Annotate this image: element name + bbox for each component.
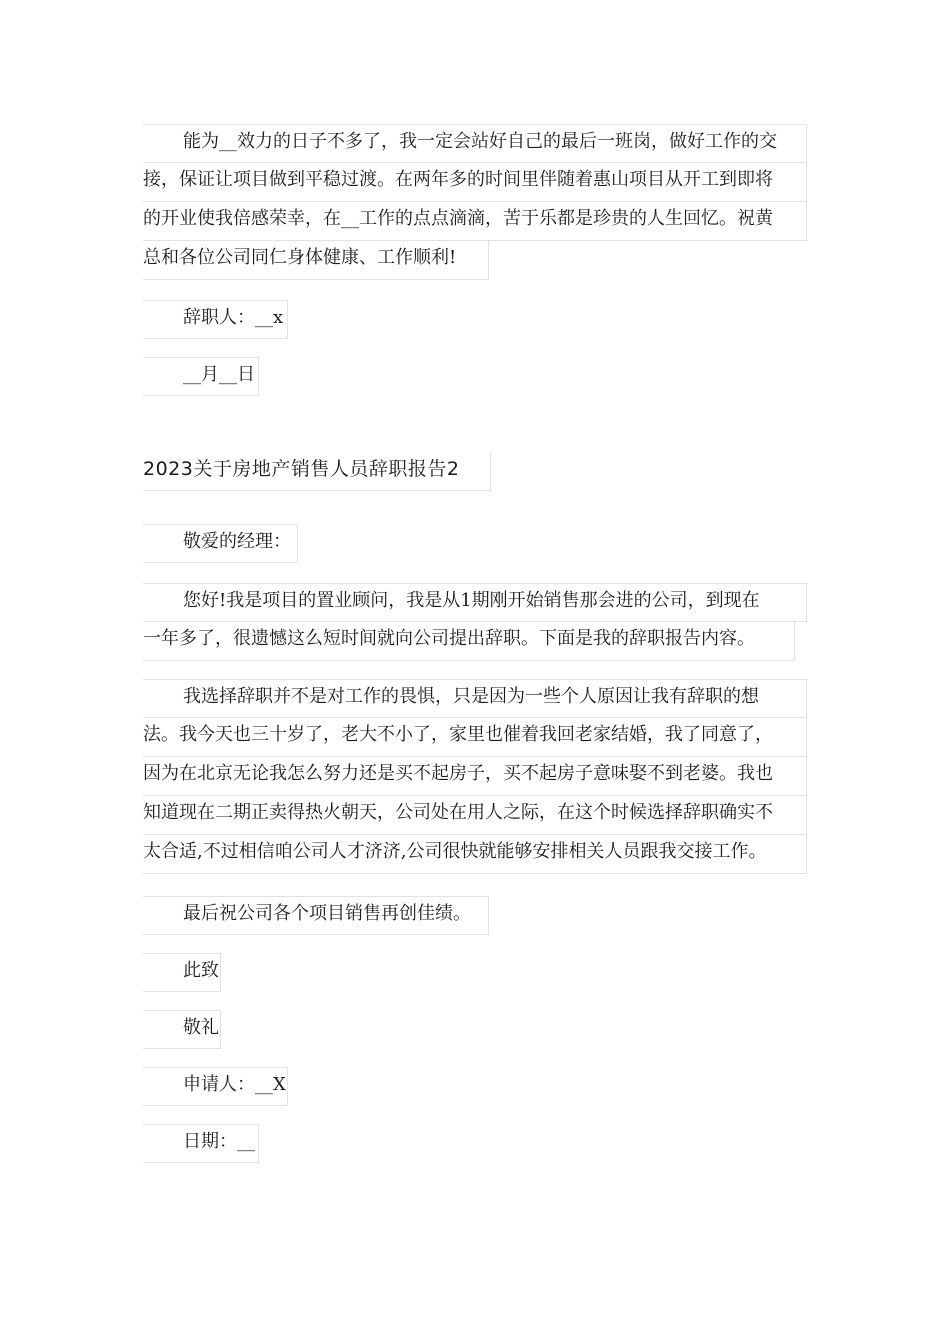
salutation-text: 敬爱的经理： — [143, 524, 298, 563]
report-title: 2023关于房地产销售人员辞职报告2 — [143, 452, 491, 491]
applicant-text: 申请人：__X — [143, 1067, 288, 1106]
date-text: __月__日 — [143, 357, 259, 396]
continuation-paragraph — [143, 124, 807, 280]
ci-zhi — [143, 953, 807, 992]
letter-paragraph-1 — [143, 583, 807, 661]
resigner-line — [143, 300, 807, 339]
paragraph-line: 知道现在二期正卖得热火朝天，公司处在用人之际，在这个时候选择辞职确实不 — [143, 796, 807, 835]
paragraph-line: 的开业使我倍感荣幸，在__工作的点点滴滴，苦于乐都是珍贵的人生回忆。祝黄 — [143, 202, 807, 241]
paragraph-line: 法。我今天也三十岁了，老大不小了，家里也催着我回老家结婚，我了同意了， — [143, 718, 807, 757]
paragraph-line: 太合适,不过相信咱公司人才济济,公司很快就能够安排相关人员跟我交接工作。 — [143, 835, 807, 874]
paragraph-line: 一年多了，很遗憾这么短时间就向公司提出辞职。下面是我的辞职报告内容。 — [143, 622, 795, 661]
date-label-text: 日期：__ — [143, 1124, 259, 1163]
report-heading — [143, 452, 807, 491]
paragraph-line: 接，保证让项目做到平稳过渡。在两年多的时间里伴随着惠山项目从开工到即将 — [143, 163, 807, 202]
closing-wish — [143, 896, 807, 935]
jing-li-text: 敬礼 — [143, 1010, 221, 1049]
paragraph-line: 能为__效力的日子不多了，我一定会站好自己的最后一班岗，做好工作的交 — [143, 124, 807, 163]
jing-li — [143, 1010, 807, 1049]
closing-wish-text: 最后祝公司各个项目销售再创佳绩。 — [143, 896, 489, 935]
date-line — [143, 357, 807, 396]
paragraph-line: 您好!我是项目的置业顾问，我是从1期刚开始销售那会进的公司，到现在 — [143, 583, 807, 622]
paragraph-line: 因为在北京无论我怎么努力还是买不起房子，买不起房子意味娶不到老婆。我也 — [143, 757, 807, 796]
resigner-text: 辞职人：__x — [143, 300, 288, 339]
paragraph-line: 总和各位公司同仁身体健康、工作顺利! — [143, 241, 489, 280]
letter-paragraph-2 — [143, 679, 807, 874]
salutation — [143, 524, 807, 563]
applicant-line — [143, 1067, 807, 1106]
date-label-line — [143, 1124, 807, 1163]
paragraph-line: 我选择辞职并不是对工作的畏惧，只是因为一些个人原因让我有辞职的想 — [143, 679, 807, 718]
ci-zhi-text: 此致 — [143, 953, 221, 992]
